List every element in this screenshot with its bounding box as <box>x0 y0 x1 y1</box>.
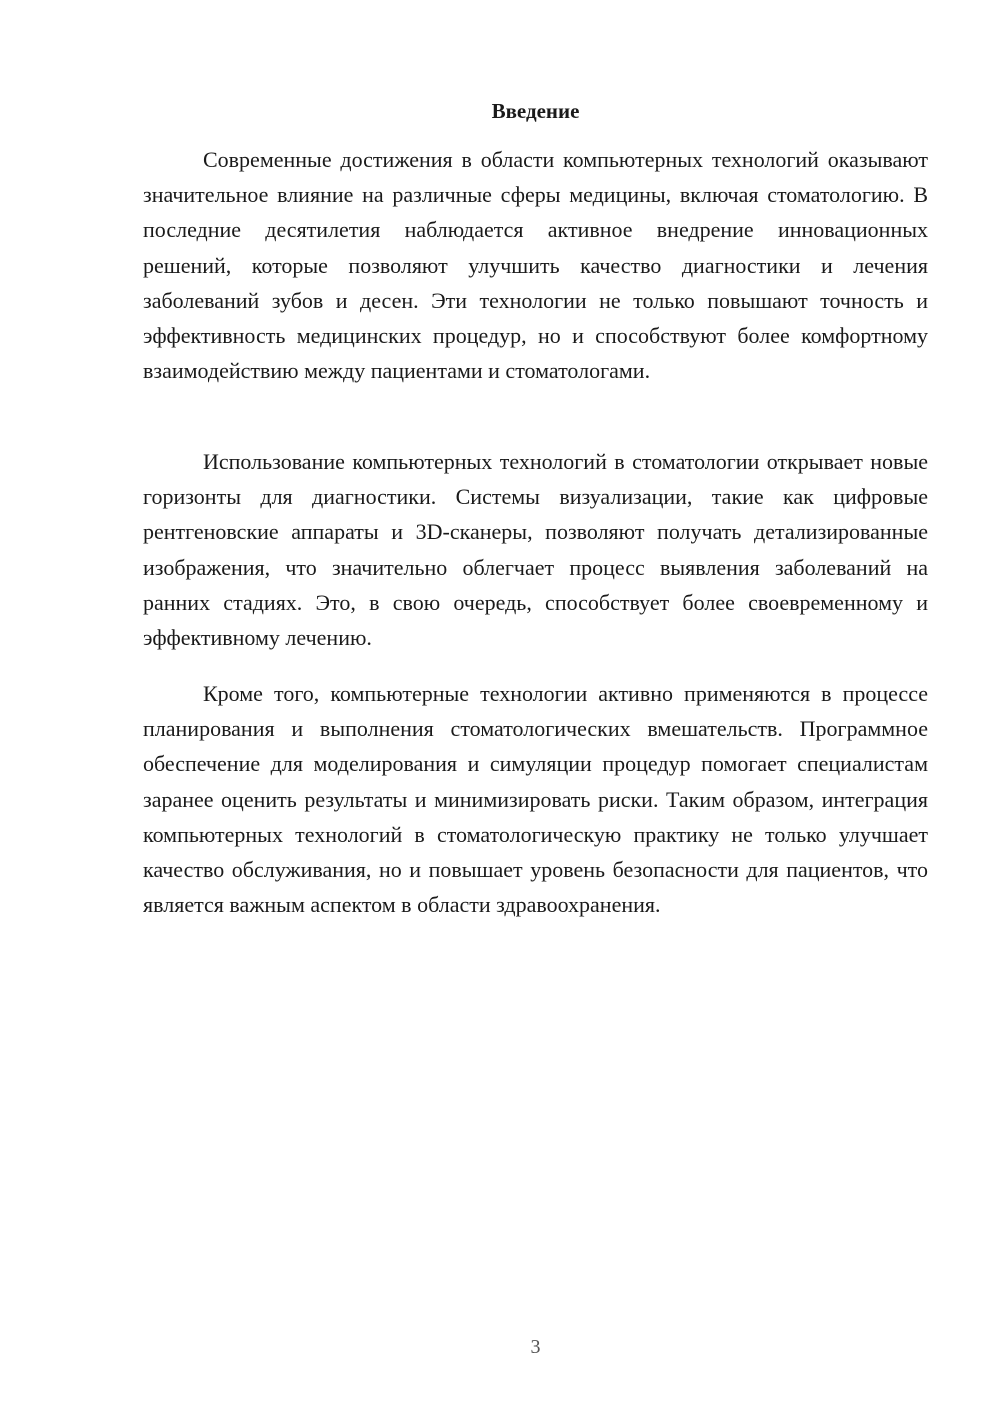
page-number: 3 <box>530 1336 541 1358</box>
section-title: Введение <box>491 99 580 123</box>
paragraph-1: Современные достижения в области компьютерных технологий оказывают значительное влияние на различные сферы медицины, включая стоматологию. В последние десятилетия наблюдается активное внедрение инновационных решений, которые позволяют улучшить качество диагностики и лечения заболеваний зубов и десен. Эти технологии не только повышают точность и эффективность медицинских процедур, но и способствуют более комфортному взаимодействию между пациентами и стоматологами. <box>143 147 928 384</box>
paragraph-2: Использование компьютерных технологий в стоматологии открывает новые горизонты для диагностики. Системы визуализации, такие как цифровые рентгеновские аппараты и 3D-сканеры, позволяют получать детализированные изображения, что значительно облегчает процесс выявления заболеваний на ранних стадиях. Это, в свою очередь, способствует более своевременному и эффективному лечению. <box>143 449 928 651</box>
paragraph-3: Кроме того, компьютерные технологии активно применяются в процессе планирования и выполнения стоматологических вмешательств. Программное обеспечение для моделирования и симуляции процедур помогает специалистам заранее оценить результаты и минимизировать риски. Таким образом, интеграция компьютерных технологий в стоматологическую практику не только улучшает качество обслуживания, но и повышает уровень безопасности для пациентов, что является важным аспектом в области здравоохранения. <box>143 681 928 918</box>
